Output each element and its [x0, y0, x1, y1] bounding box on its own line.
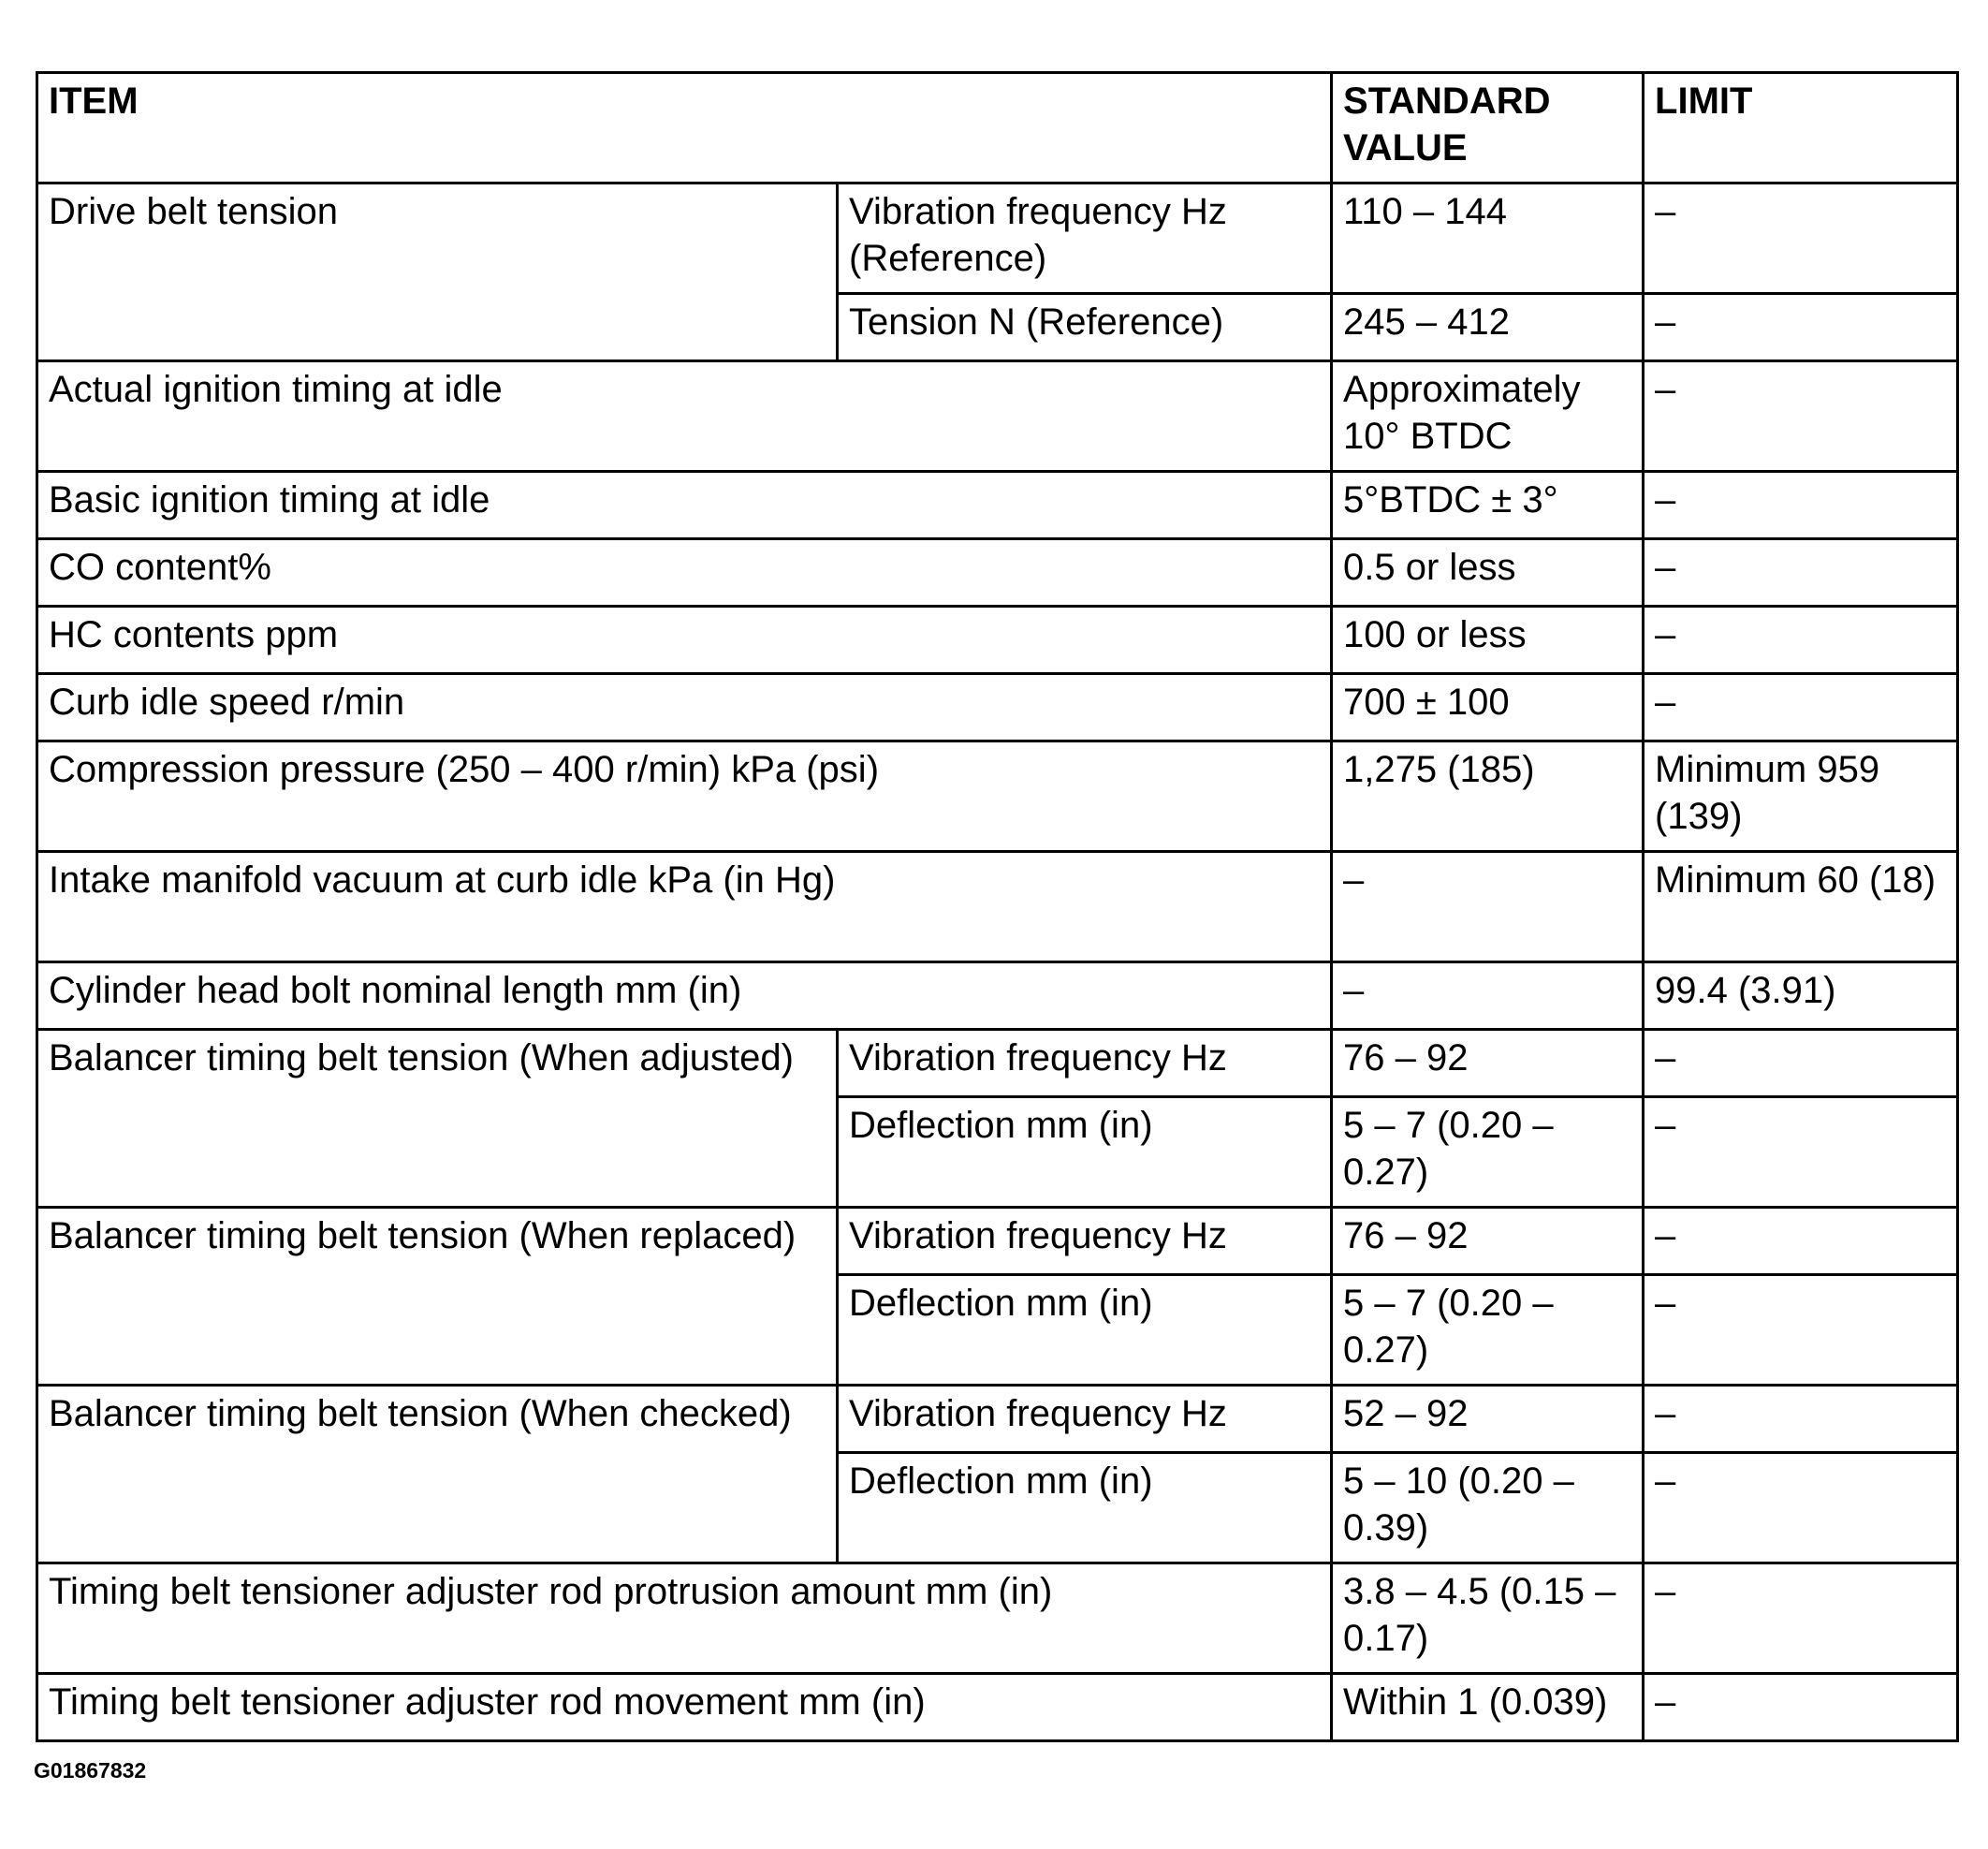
limit-cell: –	[1644, 472, 1958, 539]
table-row	[37, 1208, 1958, 1275]
limit-cell: –	[1644, 1453, 1958, 1563]
table-row	[37, 1674, 1958, 1741]
limit-cell: 99.4 (3.91)	[1644, 962, 1958, 1030]
header-limit: LIMIT	[1644, 73, 1958, 183]
item-cell: Balancer timing belt tension (When replaced)	[37, 1208, 838, 1386]
standard-value-cell: 110 – 144	[1332, 183, 1644, 294]
limit-cell: –	[1644, 1386, 1958, 1453]
standard-value-cell: 100 or less	[1332, 607, 1644, 674]
standard-value-cell: 5°BTDC ± 3°	[1332, 472, 1644, 539]
limit-cell: –	[1644, 1275, 1958, 1386]
limit-cell: –	[1644, 1097, 1958, 1208]
item-cell: Drive belt tension	[37, 183, 838, 361]
item-cell: Curb idle speed r/min	[37, 674, 1332, 741]
sub-item-cell: Vibration frequency Hz	[838, 1030, 1332, 1097]
table-row	[37, 1386, 1958, 1453]
header-row	[37, 73, 1958, 183]
item-cell: Timing belt tensioner adjuster rod movement mm (in)	[37, 1674, 1332, 1741]
sub-item-cell: Deflection mm (in)	[838, 1453, 1332, 1563]
standard-value-cell: 5 – 10 (0.20 – 0.39)	[1332, 1453, 1644, 1563]
limit-cell: –	[1644, 1208, 1958, 1275]
standard-value-cell: 5 – 7 (0.20 – 0.27)	[1332, 1275, 1644, 1386]
standard-value-cell: 52 – 92	[1332, 1386, 1644, 1453]
figure-id: G01867832	[34, 1758, 147, 1783]
sub-item-cell: Vibration frequency Hz (Reference)	[838, 183, 1332, 294]
standard-value-cell: 245 – 412	[1332, 294, 1644, 361]
table-row	[37, 741, 1958, 852]
standard-value-cell: 3.8 – 4.5 (0.15 – 0.17)	[1332, 1563, 1644, 1674]
item-cell: Intake manifold vacuum at curb idle kPa (in Hg)	[37, 852, 1332, 962]
standard-value-cell: –	[1332, 852, 1644, 962]
item-cell: Cylinder head bolt nominal length mm (in)	[37, 962, 1332, 1030]
standard-value-cell: –	[1332, 962, 1644, 1030]
limit-cell: –	[1644, 1030, 1958, 1097]
item-cell: Actual ignition timing at idle	[37, 361, 1332, 472]
sub-item-cell: Deflection mm (in)	[838, 1275, 1332, 1386]
limit-cell: –	[1644, 539, 1958, 607]
limit-cell: –	[1644, 183, 1958, 294]
table-row	[37, 1030, 1958, 1097]
limit-cell: –	[1644, 1563, 1958, 1674]
sub-item-cell: Tension N (Reference)	[838, 294, 1332, 361]
table-row	[37, 852, 1958, 962]
limit-cell: Minimum 959 (139)	[1644, 741, 1958, 852]
standard-value-cell: 76 – 92	[1332, 1208, 1644, 1275]
standard-value-cell: 76 – 92	[1332, 1030, 1644, 1097]
standard-value-cell: Within 1 (0.039)	[1332, 1674, 1644, 1741]
standard-value-cell: 0.5 or less	[1332, 539, 1644, 607]
standard-value-cell: 700 ± 100	[1332, 674, 1644, 741]
sub-item-cell: Vibration frequency Hz	[838, 1208, 1332, 1275]
item-cell: Timing belt tensioner adjuster rod protrusion amount mm (in)	[37, 1563, 1332, 1674]
item-cell: Basic ignition timing at idle	[37, 472, 1332, 539]
table-row	[37, 183, 1958, 294]
limit-cell: –	[1644, 361, 1958, 472]
table-row	[37, 1563, 1958, 1674]
header-standard-value: STANDARD VALUE	[1332, 73, 1644, 183]
specification-table	[36, 71, 1959, 1742]
table-row	[37, 674, 1958, 741]
limit-cell: –	[1644, 674, 1958, 741]
limit-cell: –	[1644, 1674, 1958, 1741]
limit-cell: Minimum 60 (18)	[1644, 852, 1958, 962]
limit-cell: –	[1644, 294, 1958, 361]
table-row	[37, 962, 1958, 1030]
table-row	[37, 361, 1958, 472]
table-row	[37, 472, 1958, 539]
sub-item-cell: Deflection mm (in)	[838, 1097, 1332, 1208]
item-cell: Balancer timing belt tension (When checked)	[37, 1386, 838, 1563]
standard-value-cell: 5 – 7 (0.20 – 0.27)	[1332, 1097, 1644, 1208]
header-item: ITEM	[37, 73, 1332, 183]
item-cell: Compression pressure (250 – 400 r/min) kPa (psi)	[37, 741, 1332, 852]
sub-item-cell: Vibration frequency Hz	[838, 1386, 1332, 1453]
table-row	[37, 607, 1958, 674]
item-cell: HC contents ppm	[37, 607, 1332, 674]
item-cell: Balancer timing belt tension (When adjusted)	[37, 1030, 838, 1208]
item-cell: CO content%	[37, 539, 1332, 607]
table-row	[37, 539, 1958, 607]
standard-value-cell: Approximately 10° BTDC	[1332, 361, 1644, 472]
standard-value-cell: 1,275 (185)	[1332, 741, 1644, 852]
limit-cell: –	[1644, 607, 1958, 674]
